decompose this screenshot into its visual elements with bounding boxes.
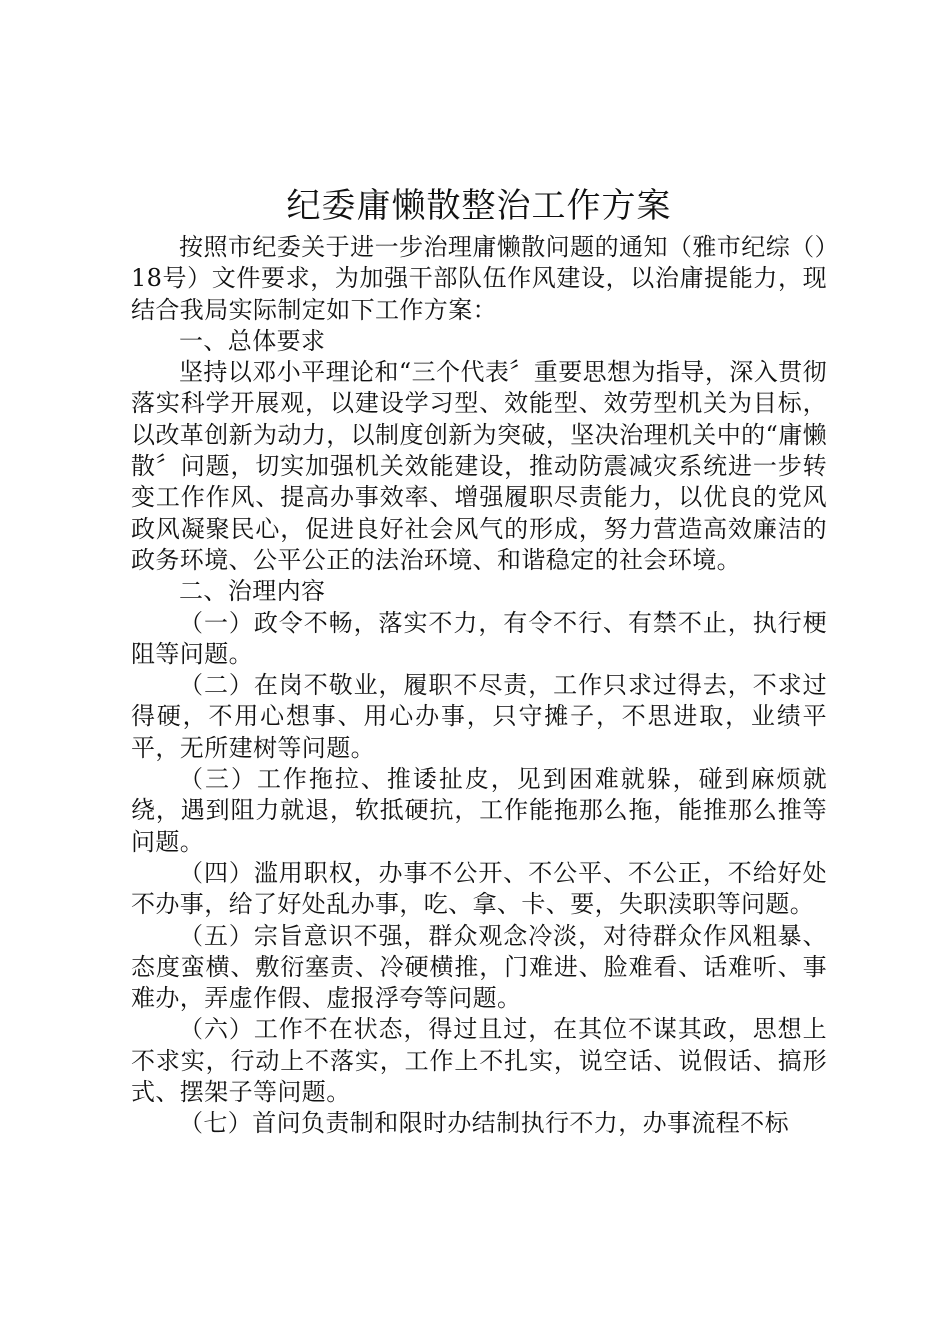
governance-item-4: （四）滥用职权，办事不公开、不公平、不公正，不给好处不办事，给了好处乱办事，吃、拿、卡、要，失职渎职等问题。 bbox=[131, 858, 827, 919]
governance-item-5: （五）宗旨意识不强，群众观念冷淡，对待群众作风粗暴、态度蛮横、敷衍塞责、冷硬横推，门难进、脸难看、话难听、事难办，弄虚作假、虚报浮夸等问题。 bbox=[131, 921, 827, 1013]
section-heading-general-requirements: 一、总体要求 bbox=[179, 326, 326, 355]
governance-item-7: （七）首问负责制和限时办结制执行不力，办事流程不标 bbox=[179, 1109, 789, 1138]
governance-item-6: （六）工作不在状态，得过且过，在其位不谋其政，思想上不求实，行动上不落实，工作上不扎实，说空话、说假话、搞形式、摆架子等问题。 bbox=[131, 1015, 827, 1107]
intro-paragraph: 按照市纪委关于进一步治理庸懒散问题的通知（雅市纪综（）18号）文件要求，为加强干部队伍作风建设，以治庸提能力，现结合我局实际制定如下工作方案： bbox=[131, 233, 827, 324]
governance-item-2: （二）在岗不敬业，履职不尽责，工作只求过得去，不求过得硬，不用心想事、用心办事，只守摊子，不思进取，业绩平平，无所建树等问题。 bbox=[131, 671, 827, 762]
general-requirements-paragraph: 坚持以邓小平理论和“三个代表〞重要思想为指导，深入贯彻落实科学开展观，以建设学习型、效能型、效劳型机关为目标，以改革创新为动力，以制度创新为突破，坚决治理机关中的“庸懒散〞问题，切实加强机关效能建设，推动防震减灾系统进一步转变工作作风、提高办事效率、增强履职尽责能力，以优良的党风政风凝聚民心，促进良好社会风气的形成，努力营造高效廉洁的政务环境、公平公正的法治环境、和谐稳定的社会环境。 bbox=[131, 358, 827, 574]
section-heading-governance-content: 二、治理内容 bbox=[179, 577, 326, 606]
governance-item-1: （一）政令不畅，落实不力，有令不行、有禁不止，执行梗阻等问题。 bbox=[131, 608, 827, 668]
document-page bbox=[131, 180, 827, 1140]
governance-item-3: （三）工作拖拉、推诿扯皮，见到困难就躲，碰到麻烦就绕，遇到阻力就退，软抵硬抗，工作能拖那么拖，能推那么推等问题。 bbox=[131, 765, 827, 856]
document-title: 纪委庸懒散整治工作方案 bbox=[286, 186, 672, 226]
